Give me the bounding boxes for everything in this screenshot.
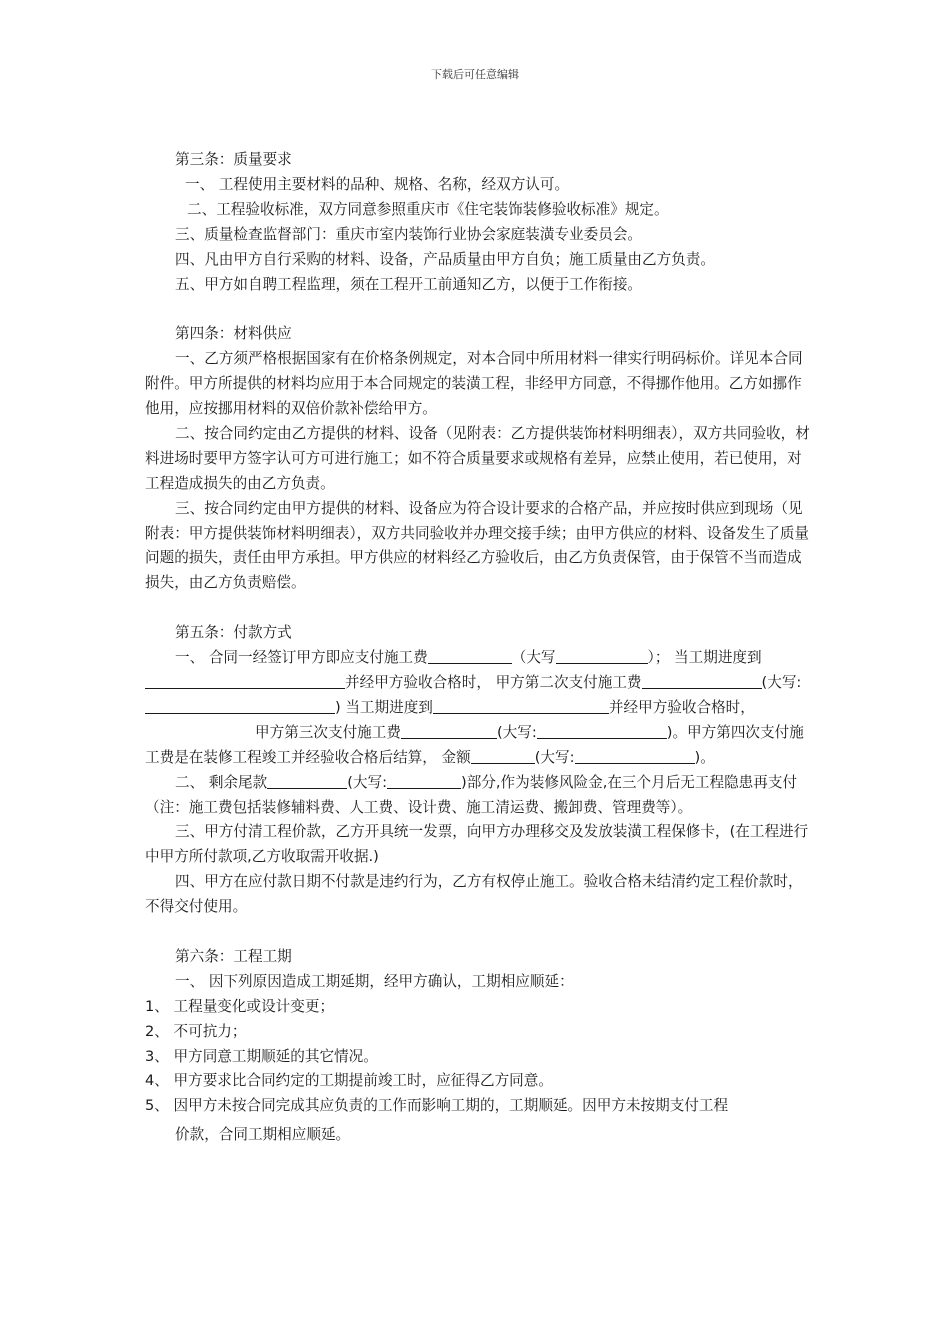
section-6-item: 1、 工程量变化或设计变更；: [145, 997, 335, 1015]
section-6-item: 3、 甲方同意工期顺延的其它情况。: [145, 1047, 378, 1065]
section-5-title: 第五条：付款方式: [175, 624, 292, 642]
document-body: [145, 148, 813, 1148]
blank-field[interactable]: [387, 771, 461, 789]
blank-field[interactable]: [471, 746, 535, 764]
section-5-paragraph-1: 一、 合同一经签订甲方即应支付施工费 （大写 ）； 当工期进度到并经甲方验收合格时， 甲方第二次支付施工费 (大写:) 当工期进度到 并经甲方验收合格时，甲方第三次支付施工费 (大写: )。甲方第四次支付施工费是在装修工程竣工并经验收合格后结算， 金额 (大写: )。: [145, 646, 813, 771]
section-4-paragraph: 三、按合同约定由甲方提供的材料、设备应为符合设计要求的合格产品，并应按时供应到现场（见附表：甲方提供装饰材料明细表），双方共同验收并办理交接手续；由甲方供应的材料、设备发生了质量问题的损失，责任由甲方承担。甲方供应的材料经乙方验收后，由乙方负责保管，由于保管不当而造成损失，由乙方负责赔偿。: [145, 499, 810, 592]
blank-field[interactable]: [556, 646, 648, 664]
blank-field[interactable]: [537, 721, 667, 739]
section-4-paragraph: 二、按合同约定由乙方提供的材料、设备（见附表：乙方提供装饰材料明细表），双方共同验收，材料进场时要甲方签字认可方可进行施工；如不符合质量要求或规格有差异，应禁止使用，若已使用，对工程造成损失的由乙方负责。: [145, 424, 810, 492]
section-3-item: 五、甲方如自聘工程监理，须在工程开工前通知乙方，以便于工作衔接。: [175, 275, 643, 293]
section-3-item: 三、质量检查监督部门：重庆市室内装饰行业协会家庭装潢专业委员会。: [175, 225, 643, 243]
blank-field[interactable]: [267, 771, 347, 789]
blank-field[interactable]: [642, 671, 762, 689]
section-5-paragraph-2: 二、 剩余尾款 (大写: )部分,作为装修风险金,在三个月后无工程隐患再支付（注：施工费包括装修辅料费、人工费、设计费、施工清运费、搬卸费、管理费等）。: [145, 771, 813, 821]
blank-field[interactable]: [145, 696, 335, 714]
section-6-title: 第六条：工程工期: [175, 947, 292, 965]
blank-field[interactable]: [575, 746, 695, 764]
section-3-title: 第三条：质量要求: [175, 151, 292, 168]
blank-field[interactable]: [145, 671, 345, 689]
section-4-paragraph: 一、乙方须严格根据国家有在价格条例规定，对本合同中所用材料一律实行明码标价。详见本合同附件。甲方所提供的材料均应用于本合同规定的装潢工程，非经甲方同意，不得挪作他用。乙方如挪作他用，应按挪用材料的双倍价款补偿给甲方。: [145, 350, 803, 418]
section-6-item: 4、 甲方要求比合同约定的工期提前竣工时，应征得乙方同意。: [145, 1072, 553, 1090]
blank-field[interactable]: [401, 721, 497, 739]
section-6-item: 5、 因甲方未按合同完成其应负责的工作而影响工期的，工期顺延。因甲方未按期支付工程: [145, 1097, 729, 1115]
section-6-intro: 一、 因下列原因造成工期延期，经甲方确认，工期相应顺延：: [175, 972, 574, 990]
section-5-paragraph-4: 四、甲方在应付款日期不付款是违约行为，乙方有权停止施工。验收合格未结清约定工程价款时，不得交付使用。: [145, 873, 803, 916]
section-3-item: 四、凡由甲方自行采购的材料、设备，产品质量由甲方自负；施工质量由乙方负责。: [175, 250, 715, 268]
page-header: 下载后可任意编辑: [431, 68, 519, 81]
section-3-item: 一、 工程使用主要材料的品种、规格、名称，经双方认可。: [185, 175, 570, 193]
section-6-tail: 价款，合同工期相应顺延。: [175, 1126, 351, 1144]
section-3-item: 二、工程验收标准，双方同意参照重庆市《住宅装饰装修验收标准》规定。: [187, 200, 669, 218]
blank-field[interactable]: [428, 646, 512, 664]
section-5-paragraph-3: 三、甲方付清工程价款，乙方开具统一发票，向甲方办理移交及发放装潢工程保修卡，(在工程进行中甲方所付款项,乙方收取需开收据.): [145, 823, 809, 866]
blank-field[interactable]: [433, 696, 609, 714]
section-4-title: 第四条：材料供应: [175, 325, 292, 343]
section-6-item: 2、 不可抗力；: [145, 1022, 247, 1040]
